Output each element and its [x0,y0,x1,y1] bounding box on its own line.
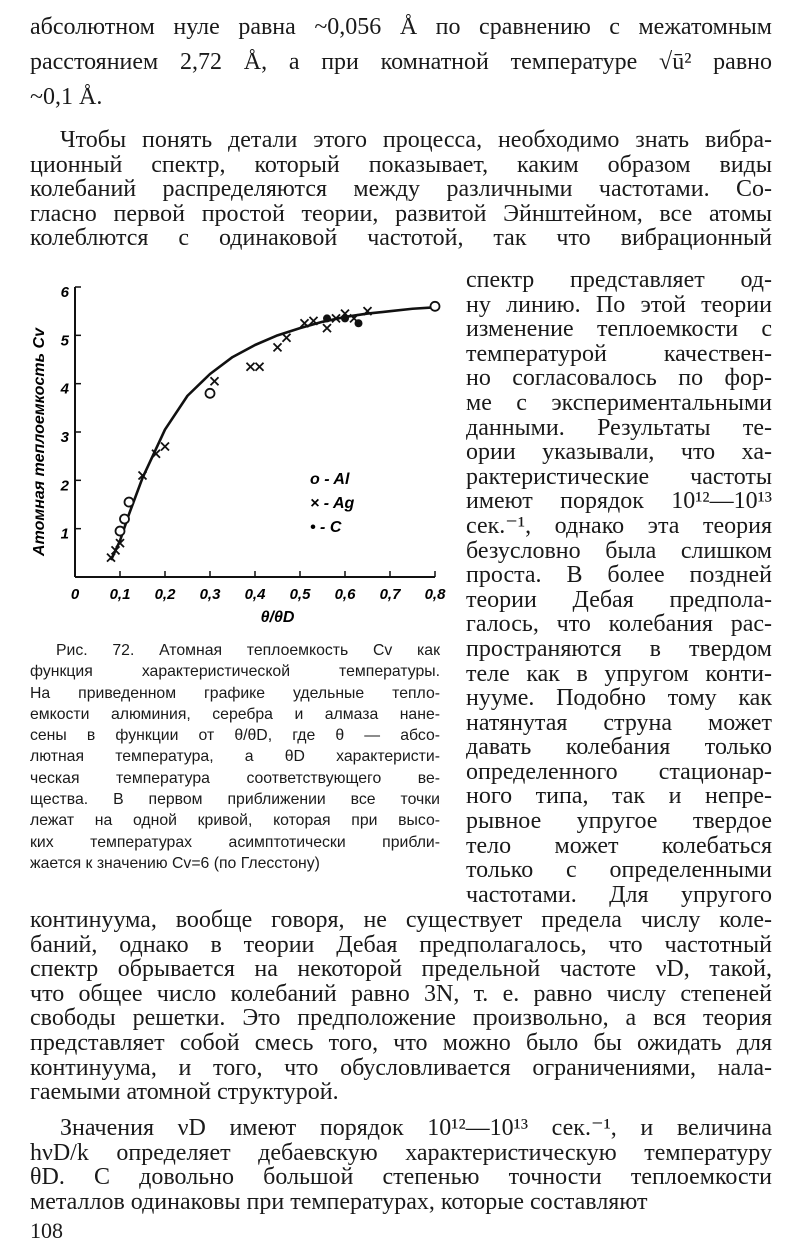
ag-point [323,324,331,332]
text-line: сек.⁻¹, однако эта теория [466,512,772,539]
text-line: металлов одинаковы при температурах, которые составляют [30,1188,648,1215]
text-line: давать колебания только [466,734,772,761]
x-tick-label: 0,8 [424,586,446,603]
x-tick-label: 0,6 [334,586,356,603]
text-line: что общее число колебаний равно 3N, т. е. равно числу степеней [30,980,772,1007]
text-line: ких температурах асимптотически прибли- [30,833,440,851]
text-line: гаемыми атомной структурой. [30,1079,339,1106]
legend-entry: × - Ag [310,495,355,512]
legend-entry: o - Al [310,471,350,488]
c-point [323,314,331,322]
text-line: представляет собой смесь того, что можно было бы ожидать для [30,1029,772,1056]
text-line: функция характеристической температуры. [30,663,440,681]
text-line: Чтобы понять детали этого процесса, необходимо знать вибра- [60,127,772,153]
text-line: Значения νD имеют порядок 10¹²—10¹³ сек.⁻¹, и величина [60,1115,772,1141]
text-line: галось, что колебания рас- [466,611,772,638]
y-tick-label: 3 [60,429,69,446]
text-line: но согласовалось по фор- [466,365,772,392]
x-axis-label: θ/θD [260,609,295,626]
y-axis-label: Атомная теплоемкость Cv [31,328,48,556]
text-line: ну линию. По этой теории [466,291,772,318]
text-line: только с определенными [466,857,772,884]
paragraph-1 [30,128,772,251]
text-line: гласно первой простой теории, развитой Эйнштейном, все атомы [30,200,772,227]
right-column-text [466,268,772,907]
y-tick-label: 4 [60,380,69,398]
text-line: лютная температура, а θD характеристи- [30,748,440,766]
text-line: сены в функции от θ/θD, где θ — абсо- [30,727,440,745]
text-line: теле как в упругом конти- [466,660,772,687]
al-point [431,302,440,311]
x-tick-label: 0,4 [244,586,266,603]
al-point [206,389,215,398]
text-line: данными. Результаты те- [466,414,772,441]
text-line: натянутая струна может [466,709,772,736]
y-tick-label: 6 [60,284,69,301]
text-line: ории указывали, что ха- [466,439,772,466]
text-line: спектр обрывается на некоторой предельной частоте νD, такой, [30,956,772,983]
x-tick-label: 0,5 [289,586,311,603]
text-line: нууме. Подобно тому как [466,685,772,712]
paragraph-2 [30,1116,772,1214]
text-line: определенного стационар- [466,758,772,785]
al-point [125,498,134,507]
text-line: теории Дебая предпола- [466,586,772,613]
text-line: пространяются в твердом [466,635,772,662]
text-line: имеют порядок 10¹²—10¹³ [466,488,772,515]
text-line: ционный спектр, который показывает, каким образом виды [30,151,772,178]
heat-capacity-chart [30,272,450,632]
text-line: щества. В первом приближении все точки [30,791,440,809]
text-line: изменение теплоемкости с [466,316,772,343]
text-line: лежат на одной кривой, которая при высо- [30,812,440,830]
text-line: спектр представляет од- [466,267,772,293]
ag-point [247,363,255,371]
figure-caption [30,640,440,874]
x-tick-label: 0,2 [154,586,176,603]
ag-point [283,334,291,342]
text-line: тело может колебаться [466,832,772,859]
y-tick-label: 2 [60,477,69,495]
y-tick-label: 5 [60,332,69,350]
ag-point [211,377,219,385]
x-tick-label: 0,1 [109,586,131,603]
al-point [120,515,129,524]
text-line: ~0,1 Å. [30,84,103,110]
x-tick-label: 0,3 [199,586,221,603]
text-line: континуума, и того, что обусловливается ограничениями, нала- [30,1054,772,1081]
x-tick-label: 0 [70,586,80,603]
text-line: Рис. 72. Атомная теплоемкость Cv как [56,642,440,659]
text-line: θD. С довольно большой степенью точности теплоемкости [30,1164,772,1191]
text-line: проста. В более поздней [466,562,772,589]
text-line: рывное упругое твердое [466,808,772,835]
text-line: безусловно была слишком [466,537,772,564]
fit-curve [111,307,435,560]
page-number: 108 [30,1218,63,1243]
text-line: абсолютном нуле равна ~0,056 Å по сравнению с межатомным [30,14,772,40]
text-line: баний, однако в теории Дебая предполагалось, что частотный [30,931,772,958]
ag-point [274,343,282,351]
text-line: расстоянием 2,72 Å, а при комнатной температуре √ū² равно [30,49,772,75]
y-tick-label: 1 [60,525,69,543]
paragraph-1-tail [30,908,772,1105]
ag-point [256,363,264,371]
text-line: ческая температура соответствующего ве- [30,769,440,787]
ag-point [107,554,115,562]
text-line: емкости алюминия, серебра и алмаза нане- [30,705,440,723]
legend-entry: • - C [310,519,342,536]
text-line: свободы решетки. Это предположение произвольно, а вся теория [30,1005,772,1032]
c-point [341,314,349,322]
text-line: На приведенном графике удельные тепло- [30,684,440,702]
text-line: жается к значению Cv=6 (по Глесстону) [30,854,320,872]
text-line: континуума, вообще говоря, не существует предела числу коле- [30,907,772,933]
text-line: ме с экспериментальными [466,389,772,416]
ag-point [161,443,169,451]
text-line: частотами. Для упругого [466,881,772,908]
text-line: hνD/k определяет дебаевскую характеристическую температуру [30,1139,772,1166]
x-tick-label: 0,7 [379,586,401,603]
text-line: рактеристические частоты [466,463,772,490]
text-line: температурой качествен- [466,340,772,367]
intro-text [30,10,772,115]
c-point [355,319,363,327]
text-line: колебаний распределяются между различными частотами. Со- [30,176,772,202]
al-point [116,527,125,536]
text-line: ного типа, так и непре- [466,783,772,810]
text-line: колеблются с одинаковой частотой, так что вибрационный [30,225,772,251]
